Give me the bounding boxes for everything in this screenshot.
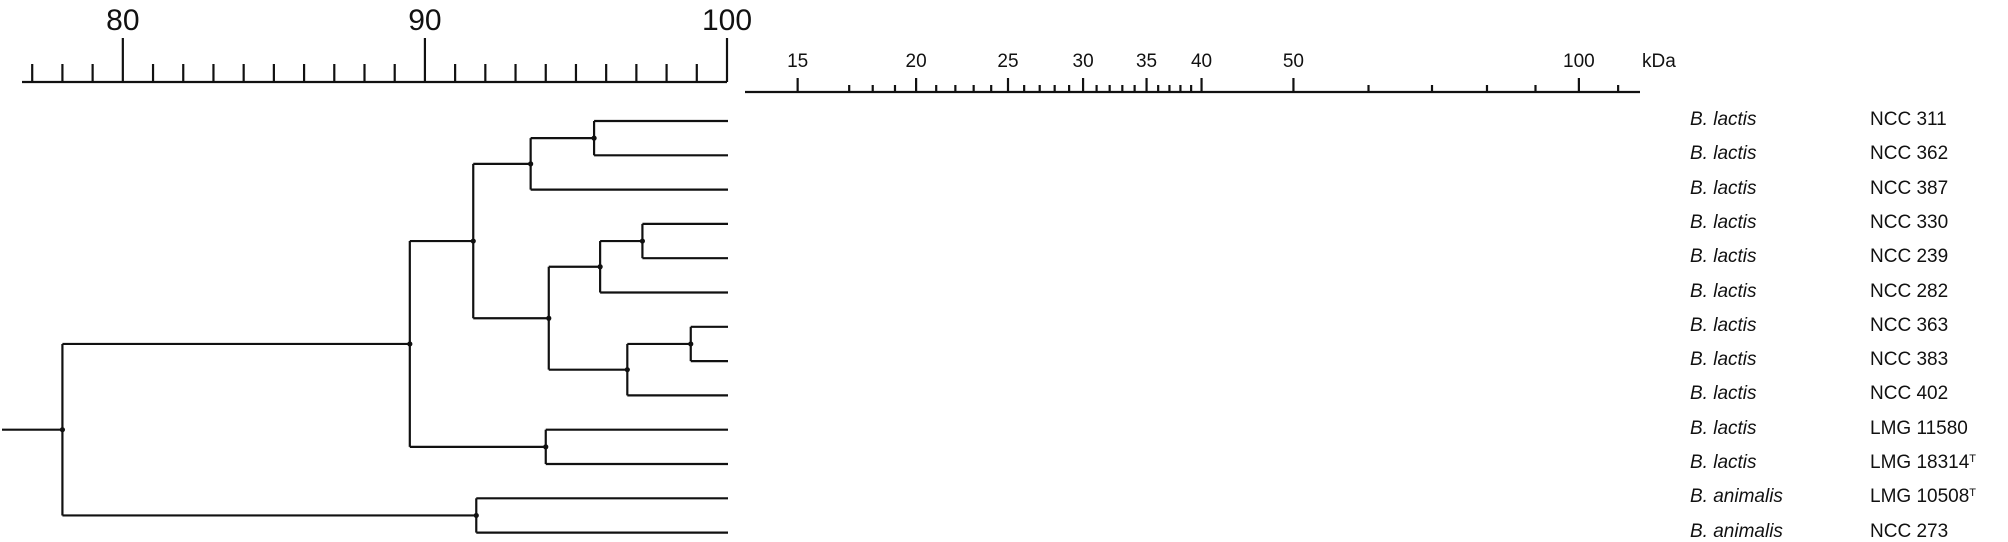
type-strain-marker: T [1969,487,1977,500]
strain-code: LMG 18314 [1870,452,1970,473]
strain-code: NCC 362 [1870,143,1949,165]
strain-label [1870,247,1948,267]
similarity-tick-label: 100 [701,4,753,37]
species-label: B. lactis [1690,246,1757,268]
mw-tick-label: 20 [905,51,927,72]
strain-label [1870,384,1948,404]
strain-label [1870,316,1948,336]
species-label: B. lactis [1690,177,1757,199]
similarity-tick-label: 80 [106,4,140,37]
strain-code: NCC 282 [1870,280,1949,302]
strain-code: LMG 11580 [1870,417,1968,439]
strain-code: NCC 311 [1870,109,1947,130]
strain-code: NCC 387 [1870,177,1949,199]
mw-tick-label: 35 [1135,51,1158,72]
strain-label [1870,453,1976,473]
mw-tick-label: 25 [997,51,1019,72]
mw-tick-label: 30 [1072,51,1094,72]
strain-label [1870,487,1976,507]
species-label: B. lactis [1690,211,1757,233]
species-label: B. animalis [1690,520,1783,542]
strain-code: NCC 363 [1870,314,1949,336]
species-label: B. lactis [1690,314,1757,336]
similarity-tick-label: 90 [408,4,442,37]
species-label: B. lactis [1690,349,1757,371]
species-label: B. lactis [1690,143,1757,165]
mw-tick-label: 50 [1282,51,1305,72]
strain-label [1870,282,1948,302]
strain-label [1870,179,1948,199]
species-label: B. lactis [1690,417,1757,439]
mw-tick-label: 100 [1563,51,1595,72]
type-strain-marker: T [1969,453,1977,465]
mw-tick-label: 15 [787,51,809,72]
strain-code: NCC 273 [1870,520,1949,542]
mw-tick-label: 40 [1190,51,1213,72]
species-label: B. lactis [1690,280,1757,302]
strain-code: LMG 10508 [1870,486,1970,508]
strain-label [1870,110,1947,130]
strain-label [1870,350,1948,370]
strain-code: NCC 383 [1870,349,1949,371]
strain-label [1870,144,1948,164]
species-label: B. lactis [1690,383,1757,405]
strain-label [1870,522,1948,542]
mw-unit-label: kDa [1642,51,1676,72]
species-label: B. lactis [1690,452,1757,473]
strain-code: NCC 239 [1870,246,1949,268]
species-label: B. lactis [1690,109,1757,130]
strain-label [1870,213,1948,233]
species-label: B. animalis [1690,486,1783,508]
strain-code: NCC 402 [1870,383,1949,405]
strain-code: NCC 330 [1870,211,1949,233]
strain-label [1870,419,1968,439]
